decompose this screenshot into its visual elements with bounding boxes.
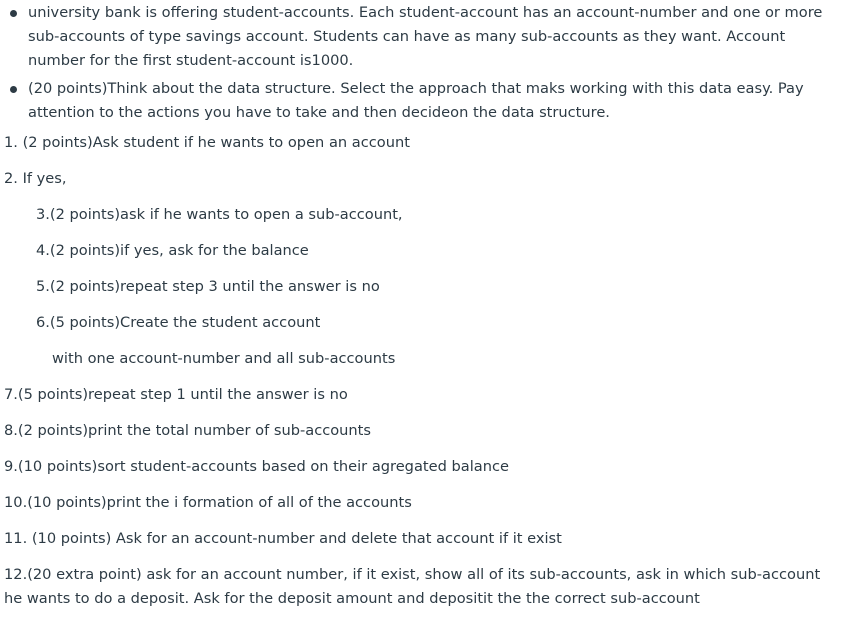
step-4: 4.(2 points)if yes, ask for the balance [36, 242, 309, 259]
step-11: 11. (10 points) Ask for an account-number and delete that account if it exist [4, 530, 562, 547]
bullet-text: (20 points)Think about the data structure. Select the approach that maks working with this data easy. Pay attention to the actions you have to take and then decideon the data structure. [28, 80, 804, 121]
bullet-dot-icon [10, 10, 17, 17]
step-9: 9.(10 points)sort student-accounts based on their agregated balance [4, 458, 509, 475]
step-1: 1. (2 points)Ask student if he wants to open an account [4, 134, 410, 151]
bullet-text: university bank is offering student-accounts. Each student-account has an account-number and one or more sub-accounts of type savings account. Students can have as many sub-accounts as they want. Account number for the first student-account is1000. [28, 4, 823, 69]
step-6-continued: with one account-number and all sub-accounts [52, 350, 396, 367]
step-2: 2. If yes, [4, 170, 67, 187]
intro-bullet-list [8, 1, 840, 129]
bullet-dot-icon [10, 86, 17, 93]
step-10: 10.(10 points)print the i formation of all of the accounts [4, 494, 412, 511]
step-6: 6.(5 points)Create the student account [36, 314, 321, 331]
step-12: 12.(20 extra point) ask for an account number, if it exist, show all of its sub-accounts, ask in which sub-account he wants to do a deposit. Ask for the deposit amount and depositit the the correct sub-account [4, 566, 821, 607]
bullet-item [8, 77, 840, 125]
step-8: 8.(2 points)print the total number of sub-accounts [4, 422, 372, 439]
step-3: 3.(2 points)ask if he wants to open a sub-account, [36, 206, 403, 223]
bullet-item [8, 1, 840, 73]
step-5: 5.(2 points)repeat step 3 until the answer is no [36, 278, 380, 295]
step-7: 7.(5 points)repeat step 1 until the answer is no [4, 386, 348, 403]
